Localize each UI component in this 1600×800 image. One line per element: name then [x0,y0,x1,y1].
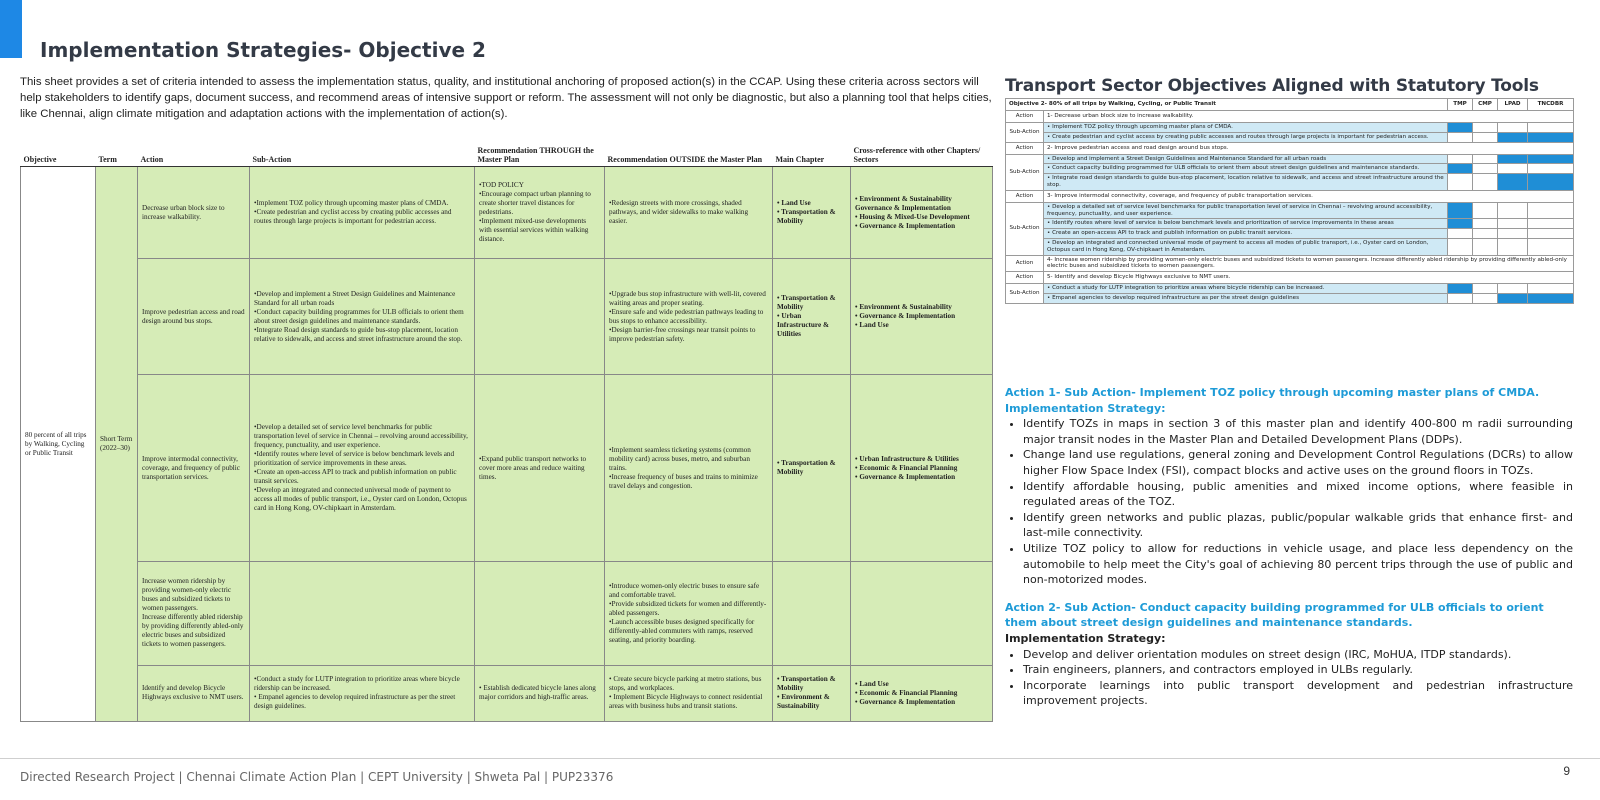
tools-mark-cmp [1473,219,1498,229]
tools-action-text: 5- Identify and develop Bicycle Highways exclusive to NMT users. [1044,272,1574,284]
tools-sub-text: • Develop a detailed set of service level benchmarks for public transportation level of service in Chennai – revolving around accessibility, frequency, punctuality, and user experience. [1044,202,1448,219]
tools-mark-tncdbr [1528,132,1574,142]
tools-sub-text-content: Integrate road design standards to guide bus-stop placement, location relative to sidewalk, and access and street infrastructure around the stop. [1047,175,1444,188]
tools-sub-text: • Conduct a study for LUTP integration to prioritize areas where bicycle ridership can be increased. [1044,284,1448,294]
cross-reference-cell: • Environment & Sustainability Governance & Implementation • Housing & Mixed-Use Development • Governance & Implementation [851,167,993,259]
tools-mark-tmp [1448,132,1473,142]
strategy-item: • Develop and deliver orientation modules on street design (IRC, MoHUA, ITDP standards). [1023,647,1573,663]
tools-sub-text: • Empanel agencies to develop required infrastructure as per the street design guidelines [1044,293,1448,303]
tools-sub-text: • Develop and implement a Street Design Guidelines and Maintenance Standard for all urban roads [1044,154,1448,164]
tools-mark-tncdbr [1528,202,1574,219]
footer-divider [0,758,1600,759]
outside-cell: •Redesign streets with more crossings, shaded pathways, and wider sidewalks to make walking easier. [605,167,773,259]
tools-title: Transport Sector Objectives Aligned with Statutory Tools [1005,76,1539,96]
tools-mark-cmp [1473,293,1498,303]
tools-sub-text-content: Develop an integrated and connected universal mode of payment to access all modes of public transport, i.e., Oyster card on London, Octopus card in Hong Kong, OV-chipkaart in Amsterdam. [1047,239,1429,253]
tools-sub-row [1006,202,1574,219]
sub-action-cell: •Implement TOZ policy through upcoming master plans of CMDA. •Create pedestrian and cyclist access by creating public accesses and routes through large projects is important for pedestrian access. [250,167,475,259]
outside-cell: •Upgrade bus stop infrastructure with well-lit, covered waiting areas and proper seating. •Ensure safe and wide pedestrian pathways leading to bus stops to enhance accessibility. •Design barrier-free crossings near transit points to improve pedestrian safety. [605,259,773,375]
tools-sub-text: • Implement TOZ policy through upcoming master plans of CMDA. [1044,123,1448,133]
tools-mark-cmp [1473,238,1498,255]
through-cell [475,259,605,375]
tools-action-text: 4- Increase women ridership by providing women-only electric buses and subsidized tickets to women passengers. Increase differently abled ridership by providing differently abled-only electric buses and subsidized tickets to women passengers. [1044,255,1574,272]
header-term: Term [96,138,138,167]
tools-sub-text: • Create pedestrian and cyclist access by creating public accesses and routes through large projects is important for pedestrian access. [1044,132,1448,142]
footer-text: Directed Research Project | Chennai Climate Action Plan | CEPT University | Shweta Pal | PUP23376 [20,770,614,784]
tools-mark-cmp [1473,132,1498,142]
action2-strategy-label: Implementation Strategy: [1005,631,1166,645]
tools-sub-text-content: Develop a detailed set of service level benchmarks for public transportation level of service in Chennai – revolving around accessibility, frequency, punctuality, and user experience. [1047,203,1433,217]
sub-action-cell [250,561,475,665]
tools-mark-tncdbr [1528,238,1574,255]
tools-action-label: Action [1006,142,1044,154]
tools-mark-tncdbr [1528,284,1574,294]
outside-cell: •Introduce women-only electric buses to ensure safe and comfortable travel. •Provide subsidized tickets for women and differently-abled passengers. •Launch accessible buses designed specifically for differently-abled commuters with ramps, reserved seating, and priority boarding. [605,561,773,665]
tools-action-row [1006,111,1574,123]
action1-list [1005,416,1573,588]
action-cell: Increase women ridership by providing women-only electric buses and subsidized tickets to women passengers. Increase differently abled ridership by providing differently abled-only electric buses and subsidized tickets to women passengers. [138,561,250,665]
tools-header-row [1006,99,1574,111]
tools-mark-lpad [1498,154,1528,164]
tools-sub-label: Sub-Action [1006,154,1044,190]
cross-reference-cell: • Land Use • Economic & Financial Planning • Governance & Implementation [851,665,993,721]
sub-action-cell: •Develop and implement a Street Design Guidelines and Maintenance Standard for all urban roads •Conduct capacity building programmes for ULB officials to orient them about street design guidelines and maintenance standards. •Integrate Road design standards to guide bus-stop placement, location relative to sidewalk, and access and street infrastructure around the stop. [250,259,475,375]
objective-cell: 80 percent of all trips by Walking, Cycling or Public Transit [21,167,96,722]
tools-mark-cmp [1473,284,1498,294]
tools-action-label: Action [1006,190,1044,202]
tools-mark-tncdbr [1528,293,1574,303]
outside-cell: • Create secure bicycle parking at metro stations, bus stops, and workplaces. • Implement Bicycle Highways to connect residential areas with business hubs and transit stations. [605,665,773,721]
tools-sub-text: • Conduct capacity building programmed for ULB officials to orient them about street design guidelines and maintenance standards. [1044,164,1448,174]
action-cell: Improve intermodal connectivity, coverage, and frequency of public transportation services. [138,375,250,561]
tools-mark-cmp [1473,174,1498,191]
tools-mark-tmp [1448,154,1473,164]
through-cell: • Establish dedicated bicycle lanes along major corridors and high-traffic areas. [475,665,605,721]
header-action: Action [138,138,250,167]
tools-sub-row [1006,284,1574,294]
tools-col-tncdbr: TNCDBR [1528,99,1574,111]
tools-action-text: 2- Improve pedestrian access and road design around bus stops. [1044,142,1574,154]
tools-sub-row [1006,293,1574,303]
tools-objective-heading: Objective 2- 80% of all trips by Walking, Cycling, or Public Transit [1006,99,1448,111]
tools-sub-row [1006,174,1574,191]
tools-mark-tncdbr [1528,219,1574,229]
header-cross-reference: Cross-reference with other Chapters/ Sectors [851,138,993,167]
tools-mark-lpad [1498,164,1528,174]
through-cell: •TOD POLICY •Encourage compact urban planning to create shorter travel distances for pedestrians. •Implement mixed-use developments with essential services within walking distance. [475,167,605,259]
action2-list [1005,647,1573,709]
strategy-item: • Utilize TOZ policy to allow for reductions in vehicle usage, and place less dependency on the automobile to help meet the City's goal of achieving 80 percent trips through the use of public and non-motorized modes. [1023,541,1573,588]
strategies-section [1005,385,1573,709]
strategy-item: • Incorporate learnings into public transport development and pedestrian infrastructure improvement projects. [1023,678,1573,709]
outside-cell: •Implement seamless ticketing systems (common mobility card) across buses, metro, and suburban trains. •Increase frequency of buses and trains to minimize travel delays and congestion. [605,375,773,561]
tools-sub-label: Sub-Action [1006,123,1044,143]
tools-sub-text: • Integrate road design standards to guide bus-stop placement, location relative to sidewalk, and access and street infrastructure around the stop. [1044,174,1448,191]
tools-action-text: 1- Decrease urban block size to increase walkability. [1044,111,1574,123]
tools-sub-text: • Identify routes where level of service is below benchmark levels and prioritization of service improvements in these areas [1044,219,1448,229]
tools-mark-tmp [1448,284,1473,294]
sub-action-cell: •Conduct a study for LUTP integration to prioritize areas where bicycle ridership can be increased. • Empanel agencies to develop required infrastructure as per the street design guidelines. [250,665,475,721]
table-row [21,665,993,721]
table-row [21,259,993,375]
tools-col-cmp: CMP [1473,99,1498,111]
tools-action-label: Action [1006,272,1044,284]
tools-action-label: Action [1006,255,1044,272]
tools-mark-tmp [1448,174,1473,191]
tools-mark-lpad [1498,202,1528,219]
tools-mark-cmp [1473,229,1498,239]
tools-mark-tmp [1448,219,1473,229]
action-cell: Improve pedestrian access and road design around bus stops. [138,259,250,375]
tools-sub-text-content: Create pedestrian and cyclist access by creating public accesses and routes through large projects is important for pedestrian access. [1052,133,1429,140]
page-number: 9 [1563,764,1570,778]
tools-sub-text: • Create an open-access API to track and publish information on public transit services. [1044,229,1448,239]
main-chapter-cell: • Land Use • Transportation & Mobility [773,167,851,259]
tools-action-row [1006,272,1574,284]
main-chapter-cell: • Transportation & Mobility • Urban Infrastructure & Utilities [773,259,851,375]
tools-mark-tmp [1448,164,1473,174]
action-cell: Decrease urban block size to increase walkability. [138,167,250,259]
tools-mark-cmp [1473,123,1498,133]
main-chapter-cell: • Transportation & Mobility • Environment & Sustainability [773,665,851,721]
tools-mark-tmp [1448,229,1473,239]
strategy-item: • Change land use regulations, general zoning and Development Control Regulations (DCRs) to allow higher Flow Space Index (FSI), compact blocks and active uses on the ground floors in TOZs. [1023,447,1573,478]
action1-strategy-label: Implementation Strategy: [1005,401,1166,415]
table-header-row [21,138,993,167]
tools-sub-row [1006,238,1574,255]
tools-sub-text-content: Empanel agencies to develop required infrastructure as per the street design guidelines [1052,294,1299,301]
tools-action-text: 3- Improve intermodal connectivity, coverage, and frequency of public transportation services. [1044,190,1574,202]
tools-mark-lpad [1498,174,1528,191]
tools-mark-tncdbr [1528,154,1574,164]
tools-sub-row [1006,229,1574,239]
tools-sub-row [1006,164,1574,174]
cross-reference-cell: • Environment & Sustainability • Governance & Implementation • Land Use [851,259,993,375]
strategy-item: • Identify green networks and public plazas, public/popular walkable grids that enhance first- and last-mile connectivity. [1023,510,1573,541]
table-row [21,167,993,259]
tools-sub-row [1006,154,1574,164]
tools-sub-text: • Develop an integrated and connected universal mode of payment to access all modes of public transport, i.e., Oyster card on London, Octopus card in Hong Kong, OV-chipkaart in Amsterdam. [1044,238,1448,255]
tools-mark-tmp [1448,202,1473,219]
tools-mark-lpad [1498,132,1528,142]
implementation-table [20,138,993,722]
through-cell: •Expand public transport networks to cover more areas and reduce waiting times. [475,375,605,561]
tools-mark-tmp [1448,123,1473,133]
tools-sub-text-content: Conduct capacity building programmed for ULB officials to orient them about street design guidelines and maintenance standards. [1052,165,1420,172]
tools-sub-text-content: Develop and implement a Street Design Guidelines and Maintenance Standard for all urban roads [1052,155,1327,162]
tools-mark-cmp [1473,164,1498,174]
strategy-item: • Train engineers, planners, and contractors employed in ULBs regularly. [1023,662,1573,678]
tools-sub-row [1006,219,1574,229]
main-chapter-cell: • Transportation & Mobility [773,375,851,561]
tools-mark-lpad [1498,229,1528,239]
tools-sub-label: Sub-Action [1006,202,1044,255]
header-objective: Objective [21,138,96,167]
tools-sub-row [1006,132,1574,142]
tools-mark-tncdbr [1528,229,1574,239]
intro-paragraph: This sheet provides a set of criteria intended to assess the implementation status, quality, and institutional anchoring of proposed action(s) in the CCAP. Using these criteria across sectors will help stakeholders to identify gaps, document success, and recommend areas of intensive support or reform. The assessment will not only be diagnostic, but also a planning tool that helps cities, like Chennai, align climate mitigation and adaptation actions with the implementation of action(s). [20,76,992,120]
strategy-item: • Identify TOZs in maps in section 3 of this master plan and identify 400-800 m radii surrounding major transit nodes in the Master Plan and Detailed Development Plans (DDPs). [1023,416,1573,447]
page-title: Implementation Strategies- Objective 2 [40,38,486,62]
tools-mark-tncdbr [1528,174,1574,191]
tools-mark-tncdbr [1528,164,1574,174]
header-through: Recommendation THROUGH the Master Plan [475,138,605,167]
cross-reference-cell: • Urban Infrastructure & Utilities • Economic & Financial Planning • Governance & Implementation [851,375,993,561]
tools-mark-lpad [1498,123,1528,133]
action-cell: Identify and develop Bicycle Highways exclusive to NMT users. [138,665,250,721]
header-sub-action: Sub-Action [250,138,475,167]
term-cell: Short Term (2022–30) [96,167,138,722]
tools-sub-row [1006,123,1574,133]
statutory-tools-table [1005,98,1574,304]
tools-mark-tncdbr [1528,123,1574,133]
tools-sub-text-content: Create an open-access API to track and publish information on public transit services. [1052,230,1293,237]
tools-action-row [1006,255,1574,272]
tools-mark-lpad [1498,219,1528,229]
action1-title: Action 1- Sub Action- Implement TOZ policy through upcoming master plans of CMDA. [1005,386,1540,399]
tools-sub-text-content: Implement TOZ policy through upcoming master plans of CMDA. [1052,124,1233,130]
tools-mark-lpad [1498,284,1528,294]
tools-mark-lpad [1498,293,1528,303]
tools-sub-label: Sub-Action [1006,284,1044,304]
tools-action-label: Action [1006,111,1044,123]
tools-col-tmp: TMP [1448,99,1473,111]
action2-title: Action 2- Sub Action- Conduct capacity building programmed for ULB officials to orient them about street design guidelines and maintenance standards. [1005,600,1544,630]
tools-col-lpad: LPAD [1498,99,1528,111]
tools-mark-tmp [1448,293,1473,303]
tools-sub-text-content: Conduct a study for LUTP integration to prioritize areas where bicycle ridership can be increased. [1052,285,1325,292]
tools-sub-text-content: Identify routes where level of service is below benchmark levels and prioritization of service improvements in these areas [1052,220,1394,227]
tools-mark-tmp [1448,238,1473,255]
header-main-chapter: Main Chapter [773,138,851,167]
table-row [21,375,993,561]
strategy-item: • Identify affordable housing, public amenities and mixed income options, where feasible in regulated areas of the TOZ. [1023,479,1573,510]
tools-mark-cmp [1473,202,1498,219]
tools-action-row [1006,142,1574,154]
cross-reference-cell [851,561,993,665]
tools-mark-cmp [1473,154,1498,164]
tools-action-row [1006,190,1574,202]
sub-action-cell: •Develop a detailed set of service level benchmarks for public transportation level of service in Chennai – revolving around accessibility, frequency, punctuality, and user experience. •Identify routes where level of service is below benchmark levels and prioritization of service improvements in these areas. •Create an open-access API to track and publish information on public transit services. •Develop an integrated and connected universal mode of payment to access all modes of public transport, i.e., Oyster card on London, Octopus card in Hong Kong, OV-chipkaart in Amsterdam. [250,375,475,561]
accent-bar [0,0,22,58]
header-outside: Recommendation OUTSIDE the Master Plan [605,138,773,167]
table-row [21,561,993,665]
through-cell [475,561,605,665]
main-chapter-cell [773,561,851,665]
tools-mark-lpad [1498,238,1528,255]
